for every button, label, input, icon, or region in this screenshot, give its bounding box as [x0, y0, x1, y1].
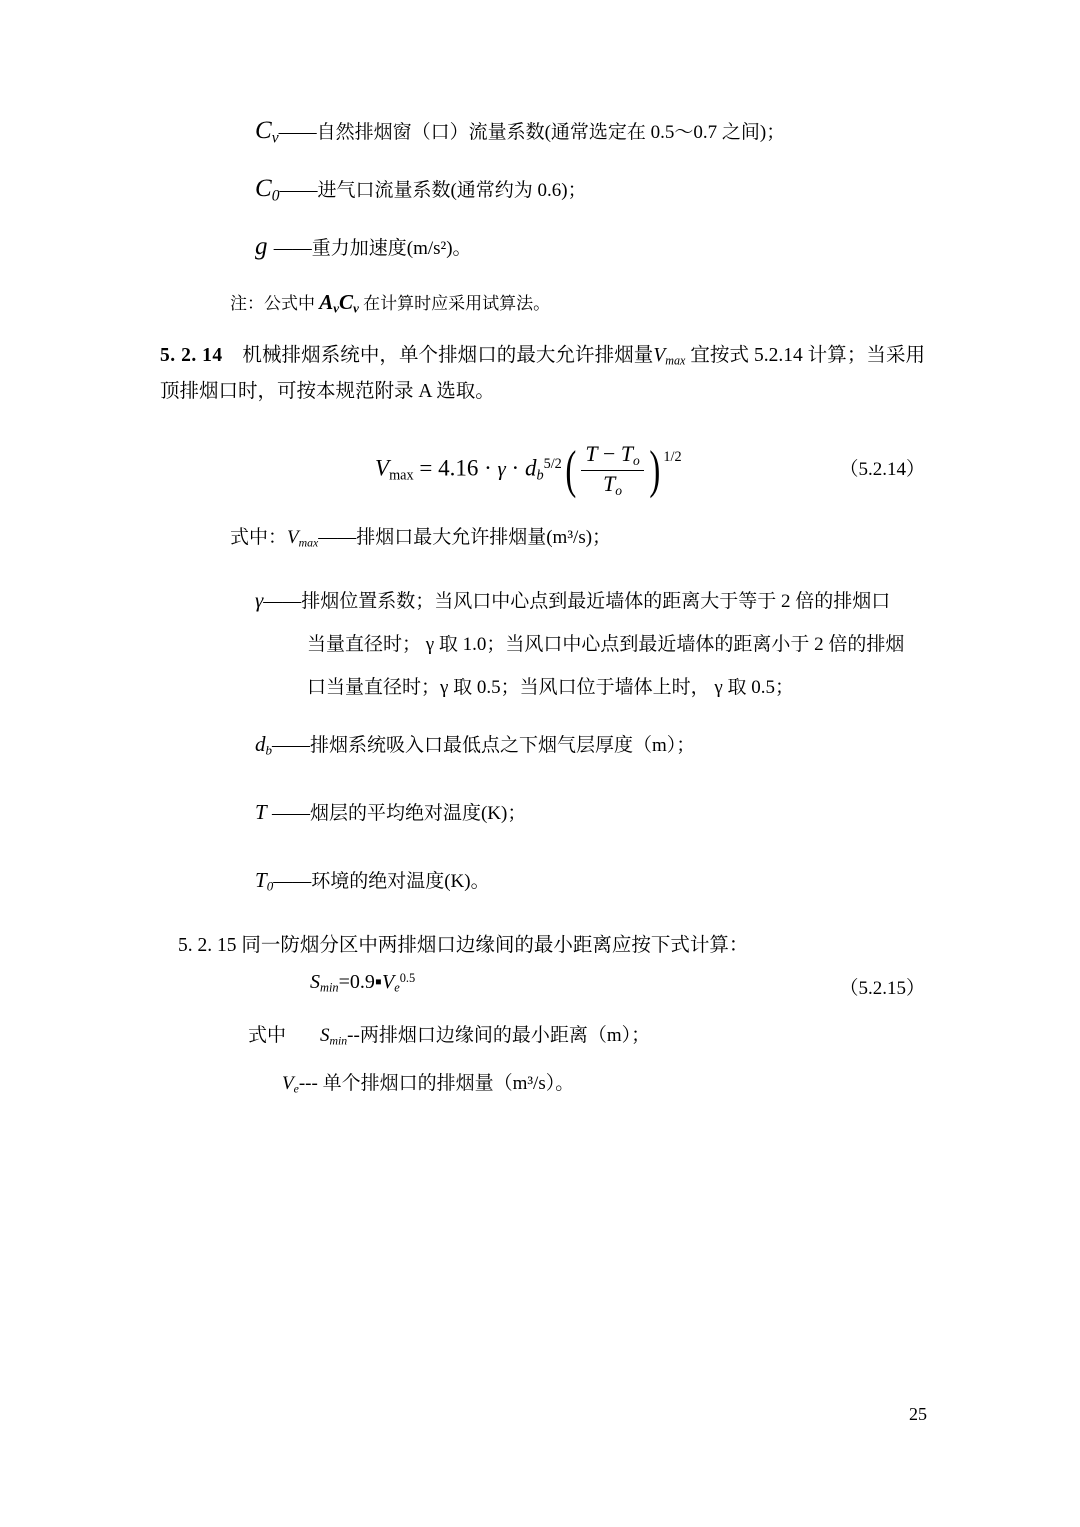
symbol-c0: $C_0$ [255, 174, 280, 205]
term-vmax-symbol: $V_{max}$ [287, 527, 319, 550]
term-gamma-symbol: γ [255, 587, 264, 612]
where-label-text: 式中： [230, 527, 288, 549]
term-db-symbol: $d_b$ [255, 732, 273, 759]
note-line [230, 289, 925, 317]
formula-5-2-14-block [160, 432, 925, 504]
term-db-text: ——排烟系统吸入口最低点之下烟气层厚度（m）； [272, 735, 696, 757]
clause-5-2-14-text-2: 宜按式 5.2.14 计算；当采用顶排烟口时，可按本规范附录 A 选取。 [160, 345, 926, 403]
formula-5-2-15-block [160, 971, 925, 1005]
page-number: 25 [909, 1404, 927, 1424]
term-ve-text: --- 单个排烟口的排烟量（m³/s）。 [298, 1073, 575, 1095]
term-t0-symbol: $T_0$ [255, 868, 274, 894]
where-label-5-2-15 [248, 1017, 925, 1055]
clause-5-2-15 [178, 929, 925, 957]
term-gamma-text-2: 当量直径时； γ 取 1.0；当风口中心点到最近墙体的距离小于 2 倍的排烟 [307, 633, 905, 655]
clause-5-2-14-symbol: $V_{max}$ [653, 345, 686, 368]
term-ve-symbol: $V_e$ [282, 1073, 299, 1096]
definition-c0-text: ——进气口流量系数(通常约为 0.6)； [279, 179, 587, 201]
formula-5-2-15: $S_{min}=0.9▪V_e^{0.5}$ [310, 971, 416, 995]
term-gamma-text-1: ——排烟位置系数；当风口中心点到最近墙体的距离大于等于 2 倍的排烟口 [263, 590, 891, 612]
definition-cv-text: ——自然排烟窗（口）流量系数(通常选定在 0.5～0.7 之间)； [278, 122, 786, 143]
definition-g-text: ——重力加速度(m/s²)。 [273, 237, 472, 259]
symbol-g: g [255, 232, 274, 260]
term-t-text: ——烟层的平均绝对温度(K)； [271, 803, 527, 825]
term-gamma [255, 577, 925, 710]
clause-5-2-14-number: 5. 2. 14 [160, 345, 223, 367]
formula-5-2-15-tag: （5.2.15） [839, 978, 925, 1000]
definition-c0 [255, 176, 925, 204]
term-vmax-text: ——排烟口最大允许排烟量(m³/s)； [318, 527, 612, 549]
term-t0 [255, 861, 925, 901]
term-t [255, 793, 925, 833]
where-label-2-text: 式中 [248, 1025, 287, 1047]
term-smin-text: --两排烟口边缘间的最小距离（m）； [347, 1025, 651, 1047]
term-gamma-text-3: 口当量直径时；γ 取 0.5；当风口位于墙体上时， γ 取 0.5； [307, 676, 795, 698]
term-smin-symbol: $S_{min}$ [320, 1025, 348, 1048]
note-suffix: 在计算时应采用试算法。 [363, 293, 551, 313]
term-ve [282, 1065, 925, 1103]
clause-5-2-14-text-1: 机械排烟系统中，单个排烟口的最大允许排烟量 [242, 345, 654, 367]
formula-5-2-14-tag: （5.2.14） [839, 459, 925, 481]
note-prefix: 注：公式中 [230, 293, 315, 313]
term-t-symbol: T [255, 800, 272, 825]
clause-5-2-15-number: 5. 2. 15 [178, 935, 237, 957]
term-db [255, 725, 925, 765]
definition-g [255, 234, 925, 259]
formula-5-2-14: $V_{max} = 4.16 \cdot \gamma \cdot d_b^{5/2}$( $\frac{T - T_o}{T_o}$ ) $^{1/2}$ [375, 441, 682, 500]
clause-5-2-15-text: 同一防烟分区中两排烟口边缘间的最小距离应按下式计算： [241, 935, 749, 957]
definition-cv [255, 118, 925, 146]
where-label-5-2-14 [230, 522, 925, 550]
note-symbols: $A_vC_v$ [319, 289, 359, 316]
term-t0-text: ——环境的绝对温度(K)。 [273, 871, 490, 893]
clause-5-2-14 [160, 338, 925, 410]
symbol-cv: $C_v$ [255, 117, 279, 147]
page-content [160, 118, 925, 1103]
